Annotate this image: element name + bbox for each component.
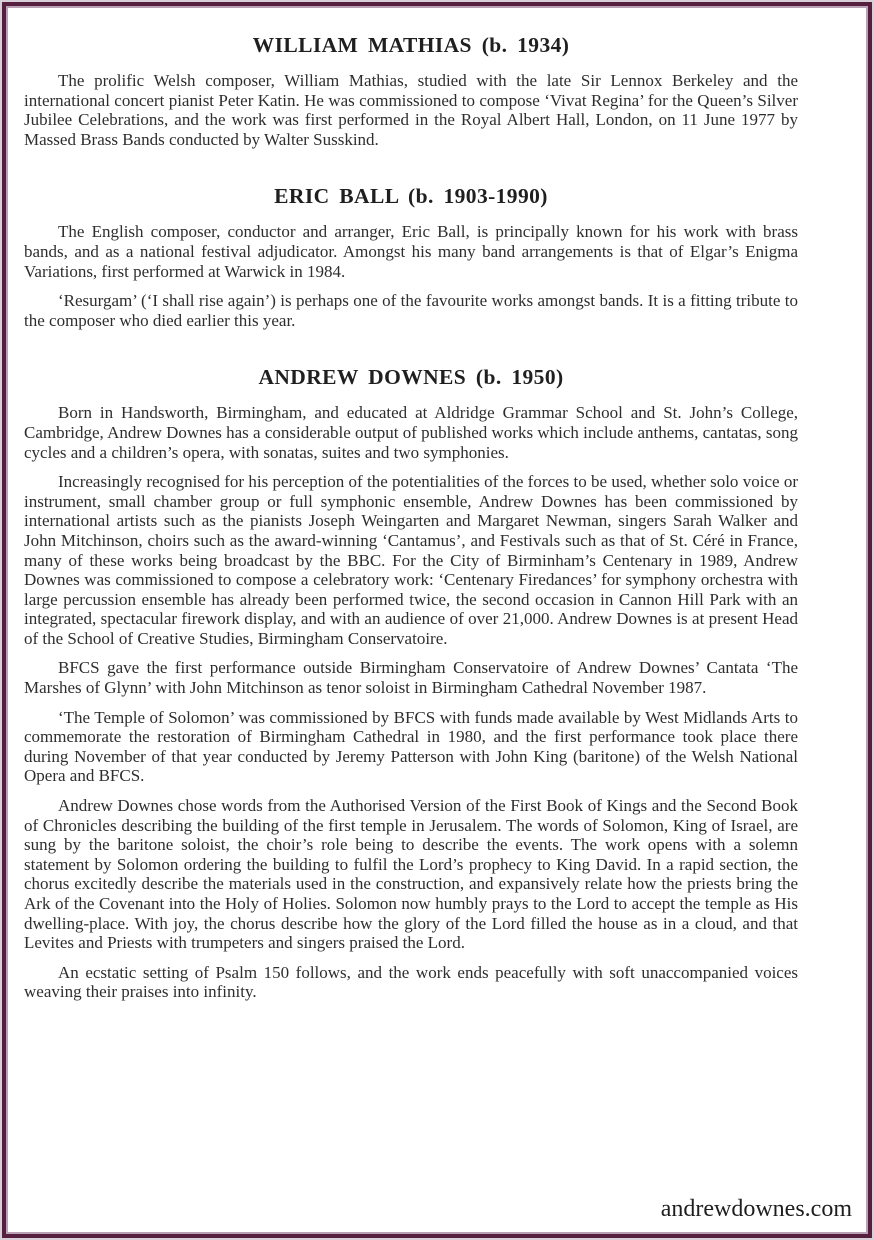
- paragraph-downes-1: Born in Handsworth, Birmingham, and educated at Aldridge Grammar School and St. John’s College, Cambridge, Andrew Downes has a considerable output of published works which include anthems, cantatas, song cycles and a children’s opera, with sonatas, suites and two symphonies.: [24, 403, 798, 462]
- section-heading-eric-ball: ERIC BALL (b. 1903-1990): [274, 184, 548, 209]
- page-border: [2, 2, 872, 1238]
- paragraph-ball-1: The English composer, conductor and arranger, Eric Ball, is principally known for his work with brass bands, and as a national festival adjudicator. Amongst his many band arrangements is that of Elgar’s Enigma Variations, first performed at Warwick in 1984.: [24, 222, 798, 281]
- paragraph-downes-4: ‘The Temple of Solomon’ was commissioned by BFCS with funds made available by West Midlands Arts to commemorate the restoration of Birmingham Cathedral in 1980, and the first performance took place there during November of that year conducted by Jeremy Patterson with John King (baritone) of the Welsh National Opera and BFCS.: [24, 707, 798, 786]
- paragraph-downes-2: Increasingly recognised for his perception of the potentialities of the forces to be used, whether solo voice or instrument, small chamber group or full symphonic ensemble, Andrew Downes has been commissioned by international artists such as the pianists Joseph Weingarten and Margaret Newman, singers Sarah Walker and John Mitchinson, choirs such as the award-winning ‘Cantamus’, and Festivals such as that of St. Céré in France, many of these works being broadcast by the BBC. For the City of Birminham’s Centenary in 1989, Andrew Downes was commissioned to compose a celebratory work: ‘Centenary Firedances’ for symphony orchestra with large percussion ensemble has already been performed twice, the second occasion in Cannon Hill Park with an integrated, spectacular firework display, and with an audience of over 21,000. Andrew Downes is at present Head of the School of Creative Studies, Birmingham Conservatoire.: [24, 472, 798, 648]
- document-content: [8, 8, 866, 1002]
- paragraph-mathias-1: The prolific Welsh composer, William Mathias, studied with the late Sir Lennox Berkeley and the international concert pianist Peter Katin. He was commissioned to compose ‘Vivat Regina’ for the Queen’s Silver Jubilee Celebrations, and the work was first performed in the Royal Albert Hall, London, on 11 June 1977 by Massed Brass Bands conducted by Walter Susskind.: [24, 71, 798, 149]
- section-heading-andrew-downes: ANDREW DOWNES (b. 1950): [258, 365, 564, 390]
- website-footer: andrewdownes.com: [660, 1196, 852, 1222]
- page-border-inner: [6, 6, 868, 1234]
- paragraph-downes-5: Andrew Downes chose words from the Authorised Version of the First Book of Kings and the Second Book of Chronicles describing the building of the first temple in Jerusalem. The words of Solomon, King of Israel, are sung by the baritone soloist, the choir’s role being to describe the events. The work opens with a solemn statement by Solomon ordering the building to fulfil the Lord’s prophecy to King David. In a rapid section, the chorus excitedly describe the materials used in the construction, and expansively relate how the priests bring the Ark of the Covenant into the Holy of Holies. Solomon now humbly prays to the Lord to accept the temple as His dwelling-place. With joy, the chorus describe how the glory of the Lord filled the house as in a cloud, and that Levites and Priests with trumpeters and singers praised the Lord.: [24, 796, 798, 953]
- paragraph-ball-2: ‘Resurgam’ (‘I shall rise again’) is perhaps one of the favourite works amongst bands. It is a fitting tribute to the composer who died earlier this year.: [24, 291, 798, 330]
- paragraph-downes-6: An ecstatic setting of Psalm 150 follows, and the work ends peacefully with soft unaccompanied voices weaving their praises into infinity.: [24, 962, 798, 1002]
- section-heading-william-mathias: WILLIAM MATHIAS (b. 1934): [252, 33, 570, 57]
- paragraph-downes-3: BFCS gave the first performance outside Birmingham Conservatoire of Andrew Downes’ Cantata ‘The Marshes of Glynn’ with John Mitchinson as tenor soloist in Birmingham Cathedral November 1987.: [24, 658, 798, 698]
